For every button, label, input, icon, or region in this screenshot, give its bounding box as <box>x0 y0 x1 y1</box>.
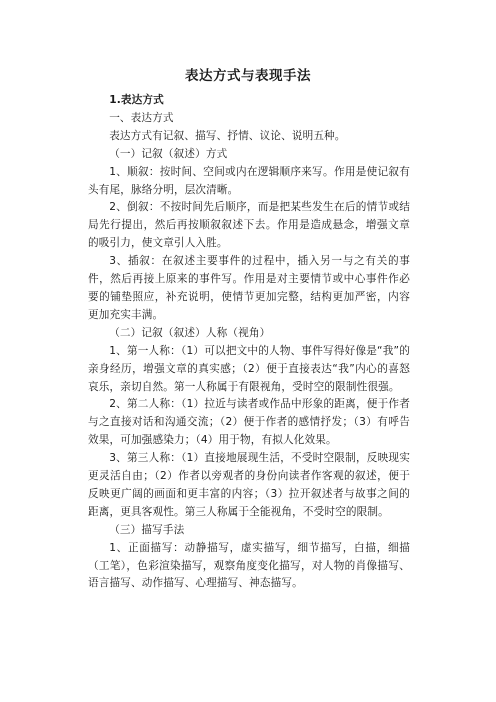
document-title: 表达方式与表现手法 <box>185 68 311 84</box>
paragraph: 1、正面描写：动静描写，虚实描写，细节描写，白描，细描（工笔），色彩渲染描写，观察角度变化描写，对人物的肖像描写、语言描写、动作描写、心理描写、神态描写。 <box>88 541 410 590</box>
paragraph: 2、第二人称：（1）拉近与读者或作品中形象的距离，便于作者与之直接对话和沟通交流；（2）便于作者的感情抒发；（3）有呼告效果，可加强感染力；（4）用于物，有拟人化效果。 <box>88 398 410 447</box>
paragraph: 1、第一人称：（1）可以把文中的人物、事件写得好像是“我”的亲身经历，增强文章的真实感；（2）便于直接表达“我”内心的喜怒哀乐，亲切自然。第一人称属于有限视角，受时空的限制性很强。 <box>88 344 410 393</box>
document-body <box>88 92 410 593</box>
paragraph: 1、顺叙：按时间、空间或内在逻辑顺序来写。作用是使记叙有头有尾，脉络分明，层次清晰。 <box>88 165 410 196</box>
section-heading: 1.表达方式 <box>109 94 164 106</box>
paragraph: 2、倒叙：不按时间先后顺序，而是把某些发生在后的情节或结局先行提出，然后再按顺叙叙述下去。作用是造成悬念，增强文章的吸引力，使文章引人入胜。 <box>88 201 410 250</box>
paragraph: 表达方式有记叙、描写、抒情、议论、说明五种。 <box>109 129 346 142</box>
subsection-heading: （一）记叙（叙述）方式 <box>109 147 228 160</box>
subsection-heading: 一、表达方式 <box>109 111 174 124</box>
subsection-heading: （二）记叙（叙述）人称（视角） <box>109 326 271 339</box>
subsection-heading: （三）描写手法 <box>109 523 185 536</box>
paragraph: 3、第三人称：（1）直接地展现生活，不受时空限制，反映现实更灵活自由；（2）作者以旁观者的身份向读者作客观的叙述，便于反映更广阔的画面和更丰富的内容；（3）拉开叙述者与故事之间的距离，更具客观性。第三人称属于全能视角，不受时空的限制。 <box>88 452 410 518</box>
paragraph: 3、插叙：在叙述主要事件的过程中，插入另一与之有关的事件，然后再接上原来的事件写。作用是对主要情节或中心事件作必要的铺垫照应，补充说明，使情节更加完整，结构更加严密，内容更加充实丰满。 <box>88 255 410 321</box>
